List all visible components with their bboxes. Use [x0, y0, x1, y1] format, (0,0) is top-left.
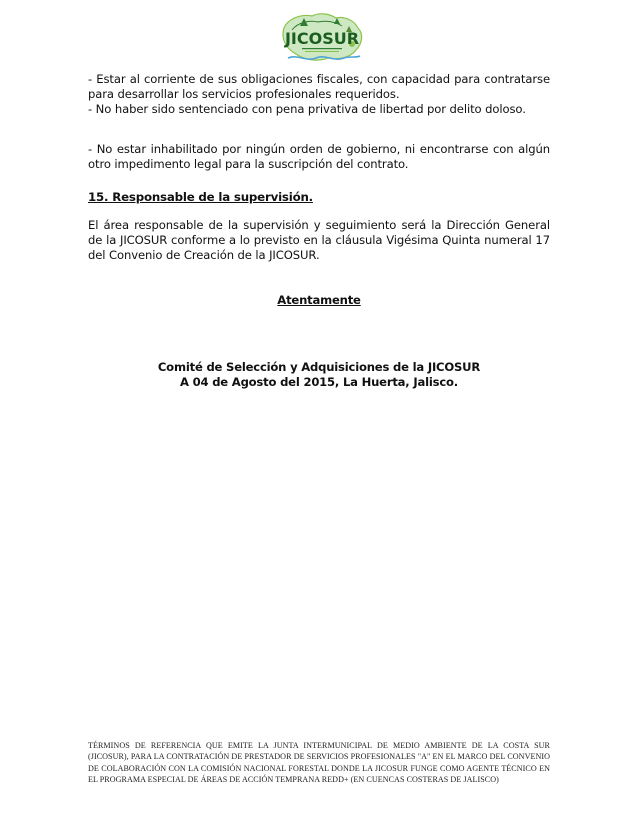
closing-text: Atentamente [277, 293, 361, 307]
jicosur-logo [272, 8, 372, 70]
signature-date-place: A 04 de Agosto del 2015, La Huerta, Jalisco. [180, 375, 458, 389]
document-footer: TÉRMINOS DE REFERENCIA QUE EMITE LA JUNTA INTERMUNICIPAL DE MEDIO AMBIENTE DE LA COSTA SUR (JICOSUR), PARA LA CONTRATACIÓN DE PRESTADOR DE SERVICIOS PROFESIONALES "A" EN EL MARCO DEL CONVENIO DE COLABORACIÓN CON LA COMISIÓN NACIONAL FORESTAL DONDE LA JICOSUR FUNGE COMO AGENTE TÉCNICO EN EL PROGRAMA ESPECIAL DE ÁREAS DE ACCIÓN TEMPRANA REDD+ (EN CUENCAS COSTERAS DE JALISCO) [88, 741, 550, 785]
section-body: El área responsable de la supervisión y seguimiento será la Dirección General de la JICOSUR conforme a lo previsto en la cláusula Vigésima Quinta numeral 17 del Convenio de Creación de la JICOSUR. [88, 218, 550, 262]
requirement-no-disqualification: - No estar inhabilitado por ningún orden de gobierno, ni encontrarse con algún otro impedimento legal para la suscripción del contrato. [88, 142, 550, 171]
signature-committee: Comité de Selección y Adquisiciones de la JICOSUR [157, 360, 481, 374]
logo-text: JICOSUR [284, 29, 360, 48]
jicosur-map-logo-icon [272, 8, 372, 70]
requirement-no-sentence: - No haber sido sentenciado con pena privativa de libertad por delito doloso. [88, 102, 526, 116]
section-heading: 15. Responsable de la supervisión. [88, 190, 313, 204]
requirement-fiscal: - Estar al corriente de sus obligaciones fiscales, con capacidad para contratarse para desarrollar los servicios profesionales requeridos. [88, 72, 550, 101]
